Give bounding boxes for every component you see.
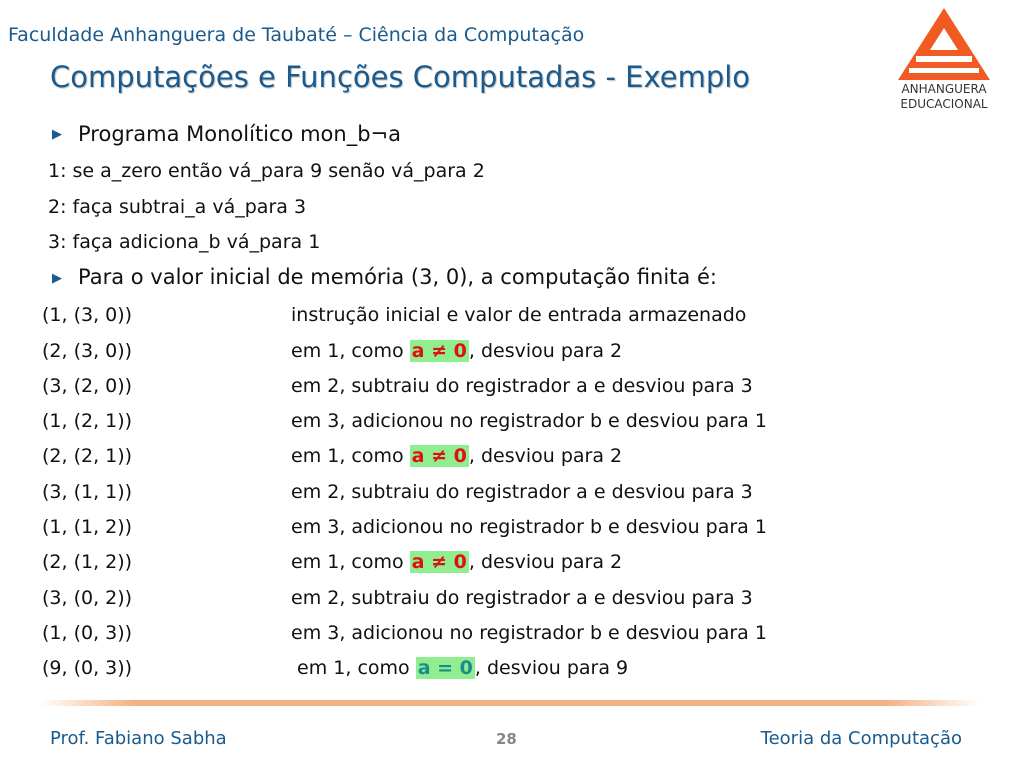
step-suffix: , desviou para 2 <box>468 551 623 573</box>
step-prefix: em 1, como <box>291 340 410 362</box>
logo-line-2: EDUCACIONAL <box>900 97 988 111</box>
program-line: 1: se a_zero então vá_para 9 senão vá_para 2 <box>48 160 485 182</box>
page-number: 28 <box>496 730 517 748</box>
footer-divider <box>40 700 980 706</box>
step-suffix: , desviou para 2 <box>468 445 623 467</box>
step-description: em 3, adicionou no registrador b e desviou para 1 <box>291 516 767 538</box>
state-pair: (2, (3, 0)) <box>42 340 133 362</box>
step-description: em 2, subtraiu do registrador a e desviou para 3 <box>291 481 753 503</box>
condition-highlight: a ≠ 0 <box>411 551 467 573</box>
institution-header: Faculdade Anhanguera de Taubaté – Ciência da Computação <box>8 24 585 46</box>
state-pair: (9, (0, 3)) <box>42 657 133 679</box>
step-prefix: em 1, como <box>291 445 410 467</box>
state-pair: (1, (3, 0)) <box>42 304 133 326</box>
step-description <box>291 657 628 679</box>
program-line: 2: faça subtrai_a vá_para 3 <box>48 196 307 218</box>
step-description <box>291 445 622 467</box>
logo-line-1: ANHANGUERA <box>901 82 987 96</box>
slide-title: Computações e Funções Computadas - Exemplo <box>50 60 751 94</box>
condition-highlight: a ≠ 0 <box>411 445 467 467</box>
computation-heading: Para o valor inicial de memória (3, 0), a computação finita é: <box>78 265 717 289</box>
step-description: em 2, subtraiu do registrador a e desviou para 3 <box>291 375 753 397</box>
state-pair: (3, (0, 2)) <box>42 587 133 609</box>
state-pair: (1, (0, 3)) <box>42 622 133 644</box>
step-suffix: , desviou para 2 <box>468 340 623 362</box>
step-description: em 3, adicionou no registrador b e desviou para 1 <box>291 410 767 432</box>
footer-course: Teoria da Computação <box>760 728 962 749</box>
step-description: em 2, subtraiu do registrador a e desviou para 3 <box>291 587 753 609</box>
program-heading: Programa Monolítico mon_b¬a <box>78 122 401 146</box>
state-pair: (2, (1, 2)) <box>42 551 133 573</box>
step-prefix: em 1, como <box>291 657 416 679</box>
bullet-arrow-icon: ▶ <box>52 127 62 142</box>
step-description: em 3, adicionou no registrador b e desviou para 1 <box>291 622 767 644</box>
footer-author: Prof. Fabiano Sabha <box>50 728 227 749</box>
bullet-arrow-icon: ▶ <box>52 271 62 286</box>
state-pair: (3, (1, 1)) <box>42 481 133 503</box>
condition-highlight: a ≠ 0 <box>411 340 467 362</box>
step-description: instrução inicial e valor de entrada armazenado <box>291 304 747 326</box>
condition-highlight: a = 0 <box>417 657 473 679</box>
logo-triangle-icon <box>894 6 994 82</box>
step-suffix: , desviou para 9 <box>474 657 629 679</box>
program-line: 3: faça adiciona_b vá_para 1 <box>48 231 321 253</box>
step-description <box>291 551 622 573</box>
state-pair: (1, (2, 1)) <box>42 410 133 432</box>
state-pair: (3, (2, 0)) <box>42 375 133 397</box>
step-prefix: em 1, como <box>291 551 410 573</box>
state-pair: (1, (1, 2)) <box>42 516 133 538</box>
state-pair: (2, (2, 1)) <box>42 445 133 467</box>
step-description <box>291 340 622 362</box>
anhanguera-logo <box>894 6 994 116</box>
